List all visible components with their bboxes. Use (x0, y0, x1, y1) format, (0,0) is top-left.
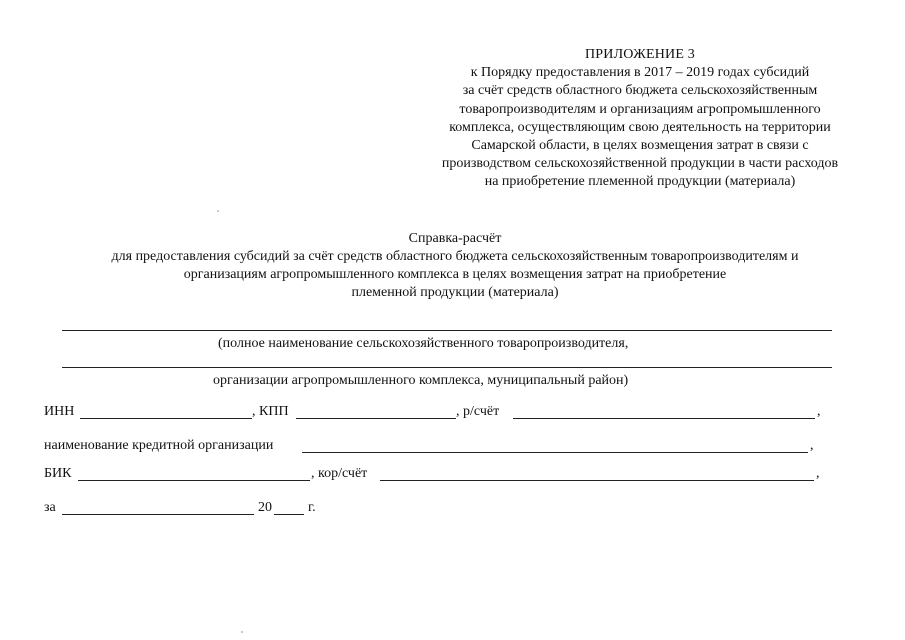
appendix-header (380, 46, 900, 192)
appendix-line: товаропроизводителям и организациям агропромышленного (459, 101, 821, 117)
appendix-line: за счёт средств областного бюджета сельскохозяйственным (462, 83, 818, 99)
organization-name-line-2[interactable] (62, 367, 832, 368)
bank-field[interactable] (302, 452, 808, 453)
organization-name-line-1[interactable] (62, 330, 832, 331)
kpp-label: , КПП (252, 404, 289, 419)
document-heading (20, 230, 890, 302)
kpp-field[interactable] (296, 418, 456, 419)
appendix-line: на приобретение племенной продукции (материала) (484, 174, 796, 190)
appendix-line: комплекса, осуществляющим свою деятельность на территории (449, 119, 831, 135)
organization-caption-2: организации агропромышленного комплекса, муниципальный район) (213, 373, 629, 388)
year-suffix: г. (308, 500, 316, 515)
document-title: Справка-расчёт (408, 231, 502, 246)
appendix-line: Самарской области, в целях возмещения затрат в связи с (471, 138, 809, 154)
corr-account-label: , кор/счёт (311, 466, 368, 481)
bik-label: БИК (44, 466, 72, 481)
scan-speck (217, 210, 219, 212)
heading-line: для предоставления субсидий за счёт средств областного бюджета сельскохозяйственным товаропроизводителям и (111, 249, 799, 264)
year-prefix: 20 (258, 500, 272, 515)
corr-account-field[interactable] (380, 480, 814, 481)
inn-field[interactable] (80, 418, 252, 419)
inn-label: ИНН (44, 404, 75, 419)
account-label: , р/счёт (456, 404, 500, 419)
scan-speck (241, 631, 243, 633)
row-comma: , (816, 466, 820, 481)
appendix-line: к Порядку предоставления в 2017 – 2019 годах субсидий (470, 65, 810, 81)
appendix-title: ПРИЛОЖЕНИЕ 3 (584, 47, 696, 62)
period-prefix: за (44, 500, 56, 515)
heading-line: племенной продукции (материала) (351, 285, 559, 300)
heading-line: организациям агропромышленного комплекса в целях возмещения затрат на приобретение (183, 267, 727, 282)
organization-caption-1: (полное наименование сельскохозяйственного товаропроизводителя, (218, 336, 629, 351)
year-field[interactable] (274, 514, 304, 515)
period-field[interactable] (62, 514, 254, 515)
appendix-line: производством сельскохозяйственной продукции в части расходов (441, 156, 839, 172)
account-field[interactable] (513, 418, 815, 419)
bik-field[interactable] (78, 480, 310, 481)
bank-label: наименование кредитной организации (44, 438, 274, 453)
row-comma: , (817, 404, 821, 419)
row-comma: , (810, 438, 814, 453)
